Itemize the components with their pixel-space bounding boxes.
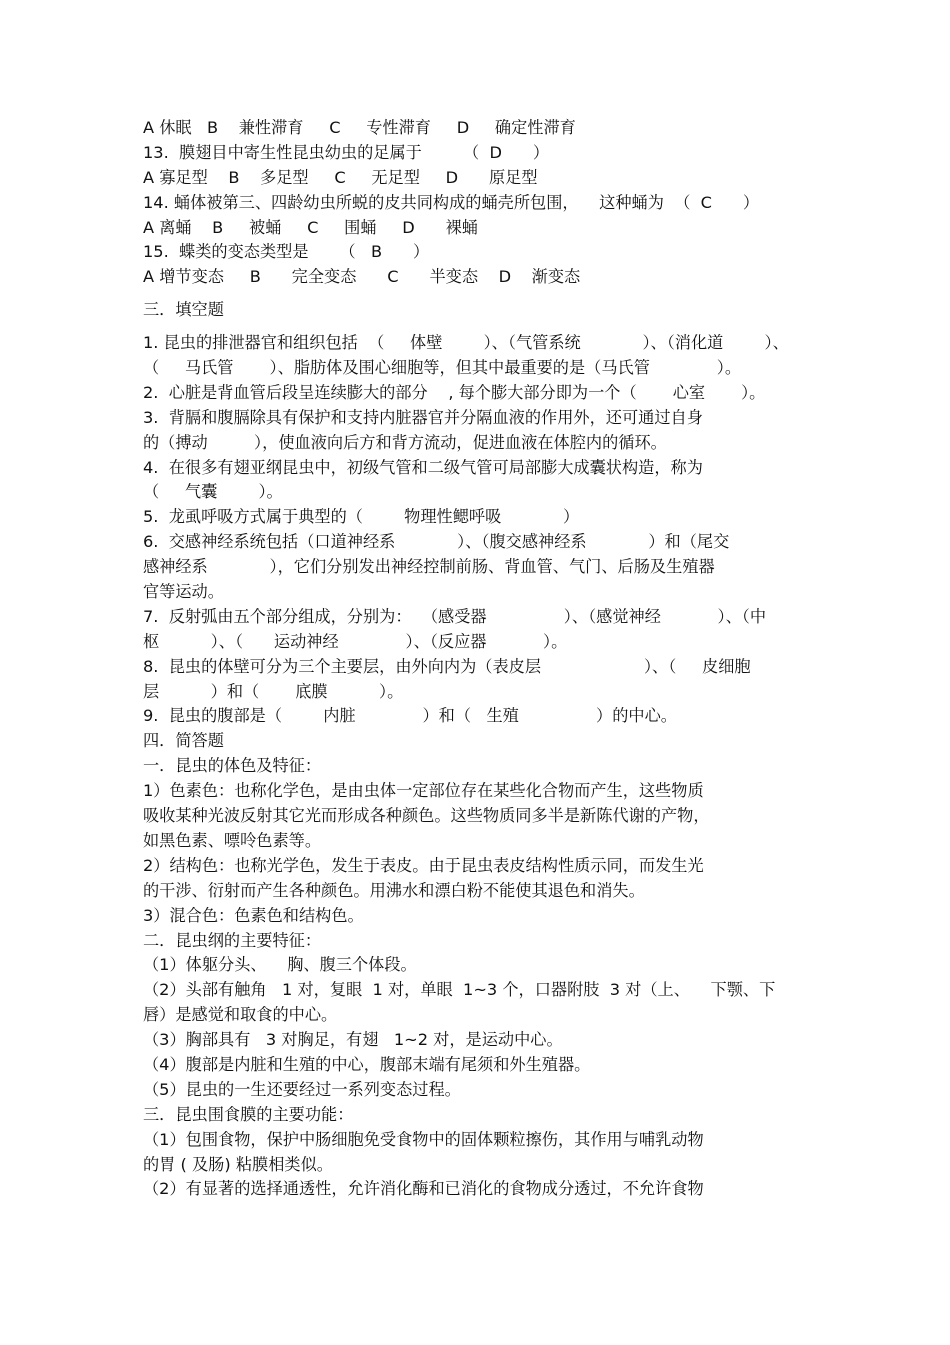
fill-1-line-2: （ 马氏管 ）、脂肪体及围心细胞等，但其中最重要的是（马氏管 ）。	[143, 358, 742, 378]
section-fill-blank-heading: 三．填空题	[143, 300, 224, 320]
fill-3-line-2: 的（搏动 ），使血液向后方和背方流动，促进血液在体腔内的循环。	[143, 432, 667, 452]
q14-question: 14. 蛹体被第三、四龄幼虫所蜕的皮共同构成的蛹壳所包围， 这种蛹为 （ C ）	[143, 192, 760, 212]
fill-4-line-2: （ 气囊 ）。	[143, 482, 283, 502]
fill-5: 5. 龙虱呼吸方式属于典型的（ 物理性鳃呼吸 ）	[143, 507, 580, 527]
answer-1-heading: 一．昆虫的体色及特征：	[143, 756, 322, 776]
fill-2: 2. 心脏是背血管后段呈连续膨大的部分 , 每个膨大部分即为一个（ 心室 ）。	[143, 382, 766, 402]
q15-question: 15. 蝶类的变态类型是 （ B ）	[143, 242, 430, 262]
q15-options: A 增节变态 B 完全变态 C 半变态 D 渐变态	[143, 267, 581, 287]
answer-2-item-2-line-1: （2）头部有触角 1 对，复眼 1 对，单眼 1~3 个，口器附肢 3 对（上、 下颚、下	[143, 980, 776, 1000]
answer-2-item-5: （5）昆虫的一生还要经过一系列变态过程。	[143, 1079, 461, 1099]
answer-1-item-1-line-1: 1）色素色：也称化学色，是由虫体一定部位存在某些化合物而产生，这些物质	[143, 781, 704, 801]
fill-1-line-1: 1. 昆虫的排泄器官和组织包括 （ 体壁 ）、（气管系统 ）、（消化道 ）、	[143, 333, 789, 353]
answer-2-item-1: （1）体躯分头、 胸、腹三个体段。	[143, 955, 417, 975]
q14-options: A 离蛹 B 被蛹 C 围蛹 D 裸蛹	[143, 217, 478, 237]
answer-2-item-2-line-2: 唇）是感觉和取食的中心。	[143, 1005, 338, 1025]
fill-6-line-3: 官等运动。	[143, 582, 224, 602]
fill-9: 9. 昆虫的腹部是（ 内脏 ）和（ 生殖 ）的中心。	[143, 706, 677, 726]
section-short-answer-heading: 四．简答题	[143, 731, 224, 751]
fill-7-line-2: 枢 ）、（ 运动神经 ）、（反应器 ）。	[143, 631, 568, 651]
answer-1-item-1-line-3: 如黑色素、嘌呤色素等。	[143, 830, 322, 850]
document-page	[143, 116, 813, 1202]
fill-8-line-1: 8. 昆虫的体壁可分为三个主要层，由外向内为（表皮层 ）、（ 皮细胞	[143, 656, 751, 676]
answer-2-item-3: （3）胸部具有 3 对胸足，有翅 1~2 对，是运动中心。	[143, 1030, 563, 1050]
answer-1-item-3: 3）混合色：色素色和结构色。	[143, 905, 364, 925]
fill-7-line-1: 7. 反射弧由五个部分组成，分别为： （感受器 ）、（感觉神经 ）、（中	[143, 606, 767, 626]
q13-question: 13. 膜翅目中寄生性昆虫幼虫的足属于 （ D ）	[143, 142, 550, 162]
answer-3-item-1-line-2: 的胃 ( 及肠) 粘膜相类似。	[143, 1154, 333, 1174]
fill-3-line-1: 3. 背膈和腹膈除具有保护和支持内脏器官并分隔血液的作用外，还可通过自身	[143, 407, 703, 427]
answer-1-item-2-line-1: 2）结构色：也称光学色，发生于表皮。由于昆虫表皮结构性质示同，而发生光	[143, 855, 704, 875]
answer-1-item-1-line-2: 吸收某种光波反射其它光而形成各种颜色。这些物质同多半是新陈代谢的产物，	[143, 806, 710, 826]
answer-1-item-2-line-2: 的干涉、衍射而产生各种颜色。用沸水和漂白粉不能使其退色和消失。	[143, 880, 645, 900]
answer-3-heading: 三．昆虫围食膜的主要功能：	[143, 1104, 354, 1124]
q12-options: A 休眠 B 兼性滞育 C 专性滞育 D 确定性滞育	[143, 118, 576, 137]
q13-options: A 寡足型 B 多足型 C 无足型 D 原足型	[143, 167, 538, 187]
answer-2-heading: 二．昆虫纲的主要特征：	[143, 930, 322, 950]
fill-4-line-1: 4. 在很多有翅亚纲昆虫中，初级气管和二级气管可局部膨大成囊状构造，称为	[143, 457, 703, 477]
fill-8-line-2: 层 ）和（ 底膜 ）。	[143, 681, 404, 701]
fill-6-line-2: 感神经系 ），它们分别发出神经控制前肠、背血管、气门、后肠及生殖器	[143, 557, 715, 577]
answer-3-item-1-line-1: （1）包围食物，保护中肠细胞免受食物中的固体颗粒擦伤，其作用与哺乳动物	[143, 1129, 704, 1149]
fill-6-line-1: 6. 交感神经系统包括（口道神经系 ）、（腹交感神经系 ）和（尾交	[143, 532, 730, 552]
answer-2-item-4: （4）腹部是内脏和生殖的中心，腹部末端有尾须和外生殖器。	[143, 1054, 591, 1074]
answer-3-item-2-line-1: （2）有显著的选择通透性，允许消化酶和已消化的食物成分透过，不允许食物	[143, 1179, 704, 1199]
